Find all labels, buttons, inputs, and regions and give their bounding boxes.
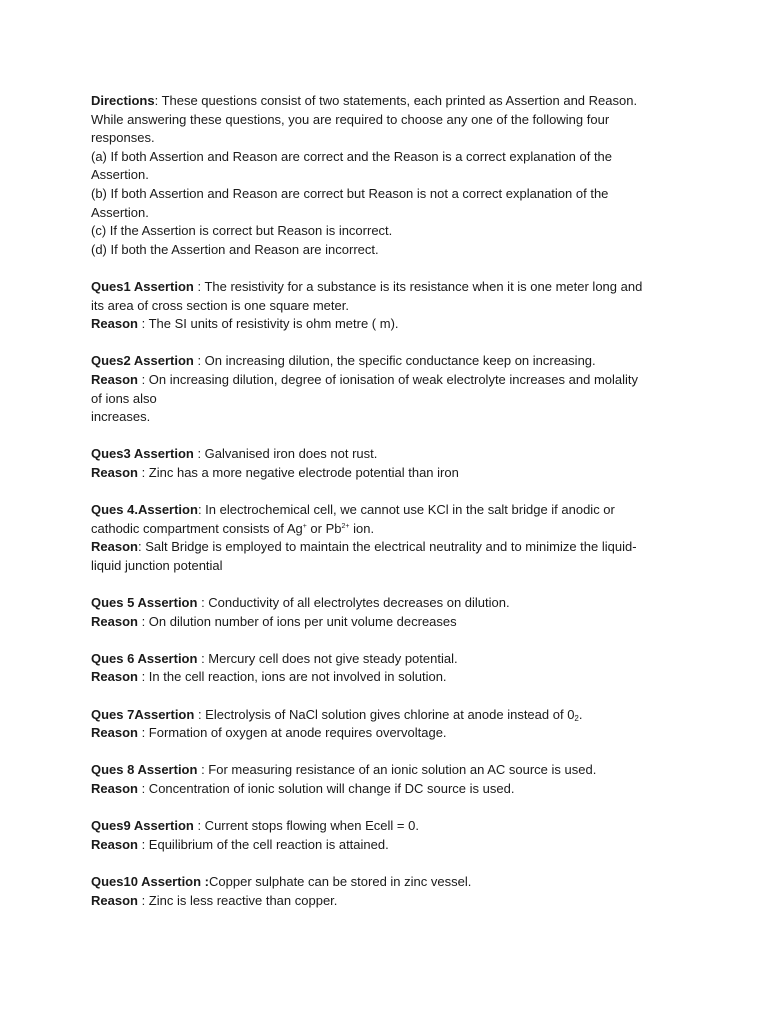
option-d: (d) If both the Assertion and Reason are incorrect. (91, 241, 379, 257)
reason: Reason : Equilibrium of the cell reaction is attained. (91, 836, 389, 852)
option-b-cont: Assertion. (91, 204, 149, 220)
question-7 (91, 706, 691, 743)
directions-label: Directions (91, 93, 155, 108)
directions-line-1: Directions: These questions consist of two statements, each printed as Assertion and Reason. (91, 93, 638, 108)
question-1 (91, 278, 691, 334)
assertion: Ques 7Assertion : Electrolysis of NaCl solution gives chlorine at anode instead of $0_2$. (91, 706, 583, 723)
reason-label: Reason (91, 780, 138, 796)
assertion-cont: cathodic compartment consists of Ag+ or $Pb^{2+}$ ion. (91, 520, 375, 536)
question-2 (91, 352, 691, 426)
option-a-cont: Assertion. (91, 167, 149, 183)
reason-label: Reason (91, 836, 138, 852)
assertion: Ques10 Assertion :Copper sulphate can be stored in zinc vessel. (91, 873, 472, 889)
question-6 (91, 650, 691, 687)
reason: Reason : On increasing dilution, degree of ionisation of weak electrolyte increases and molality (91, 371, 639, 387)
reason: Reason : Zinc has a more negative electrode potential than iron (91, 464, 459, 480)
reason-label: Reason (91, 464, 138, 480)
question-5 (91, 594, 691, 631)
assertion: Ques3 Assertion : Galvanised iron does not rust. (91, 446, 378, 462)
question-label: Ques 4.Assertion (91, 502, 198, 518)
question-label: Ques10 Assertion : (91, 873, 210, 889)
assertion: Ques1 Assertion : The resistivity for a substance is its resistance when it is one meter long and (91, 278, 643, 294)
reason-cont: of ions also (91, 390, 157, 406)
reason: Reason: Salt Bridge is employed to maintain the electrical neutrality and to minimize the liquid- (91, 539, 637, 555)
reason-label: Reason (91, 725, 138, 741)
assertion: Ques 5 Assertion : Conductivity of all electrolytes decreases on dilution. (91, 595, 510, 611)
question-label: Ques 8 Assertion (91, 762, 198, 778)
reason: Reason : Concentration of ionic solution will change if DC source is used. (91, 780, 515, 796)
reason-label: Reason (91, 892, 138, 908)
assertion: Ques 4.Assertion: In electrochemical cell, we cannot use KCl in the salt bridge if anodic or (91, 502, 615, 518)
reason-label: Reason (91, 613, 138, 629)
reason-label: Reason (91, 669, 138, 685)
reason: Reason : Formation of oxygen at anode requires overvoltage. (91, 725, 447, 741)
question-label: Ques 7Assertion (91, 706, 195, 722)
reason: Reason : On dilution number of ions per unit volume decreases (91, 613, 457, 629)
reason-label: Reason (91, 371, 138, 387)
directions-line-3: responses. (91, 130, 155, 146)
assertion: Ques 8 Assertion : For measuring resistance of an ionic solution an AC source is used. (91, 762, 597, 778)
directions-block (91, 92, 691, 259)
question-label: Ques 5 Assertion (91, 595, 198, 611)
reason: Reason : The SI units of resistivity is ohm metre ( m). (91, 316, 399, 332)
reason-label: Reason (91, 539, 138, 555)
document-body (91, 92, 691, 910)
question-label: Ques9 Assertion (91, 818, 194, 834)
option-a: (a) If both Assertion and Reason are correct and the Reason is a correct explanation of the (91, 148, 613, 164)
superscript: 2+ (341, 522, 350, 530)
assertion: Ques9 Assertion : Current stops flowing when Ecell = 0. (91, 818, 419, 834)
question-8 (91, 761, 691, 798)
reason: Reason : Zinc is less reactive than copper. (91, 892, 338, 908)
question-10 (91, 873, 691, 910)
question-label: Ques 6 Assertion (91, 650, 198, 666)
reason-label: Reason (91, 316, 138, 332)
assertion: Ques 6 Assertion : Mercury cell does not give steady potential. (91, 650, 458, 666)
question-3 (91, 445, 691, 482)
assertion: Ques2 Assertion : On increasing dilution, the specific conductance keep on increasing. (91, 353, 596, 369)
subscript: 2 (574, 713, 579, 723)
question-label: Ques3 Assertion (91, 446, 194, 462)
question-label: Ques2 Assertion (91, 353, 194, 369)
directions-line-2: While answering these questions, you are required to choose any one of the following four (91, 111, 610, 127)
reason: Reason : In the cell reaction, ions are not involved in solution. (91, 669, 447, 685)
superscript: + (302, 522, 307, 530)
assertion-cont: its area of cross section is one square meter. (91, 297, 349, 313)
question-label: Ques1 Assertion (91, 278, 194, 294)
question-4 (91, 501, 691, 575)
option-b: (b) If both Assertion and Reason are correct but Reason is not a correct explanation of the (91, 185, 609, 201)
reason-cont: liquid junction potential (91, 557, 223, 573)
question-9 (91, 817, 691, 854)
option-c: (c) If the Assertion is correct but Reason is incorrect. (91, 223, 393, 239)
reason-cont: increases. (91, 409, 151, 425)
